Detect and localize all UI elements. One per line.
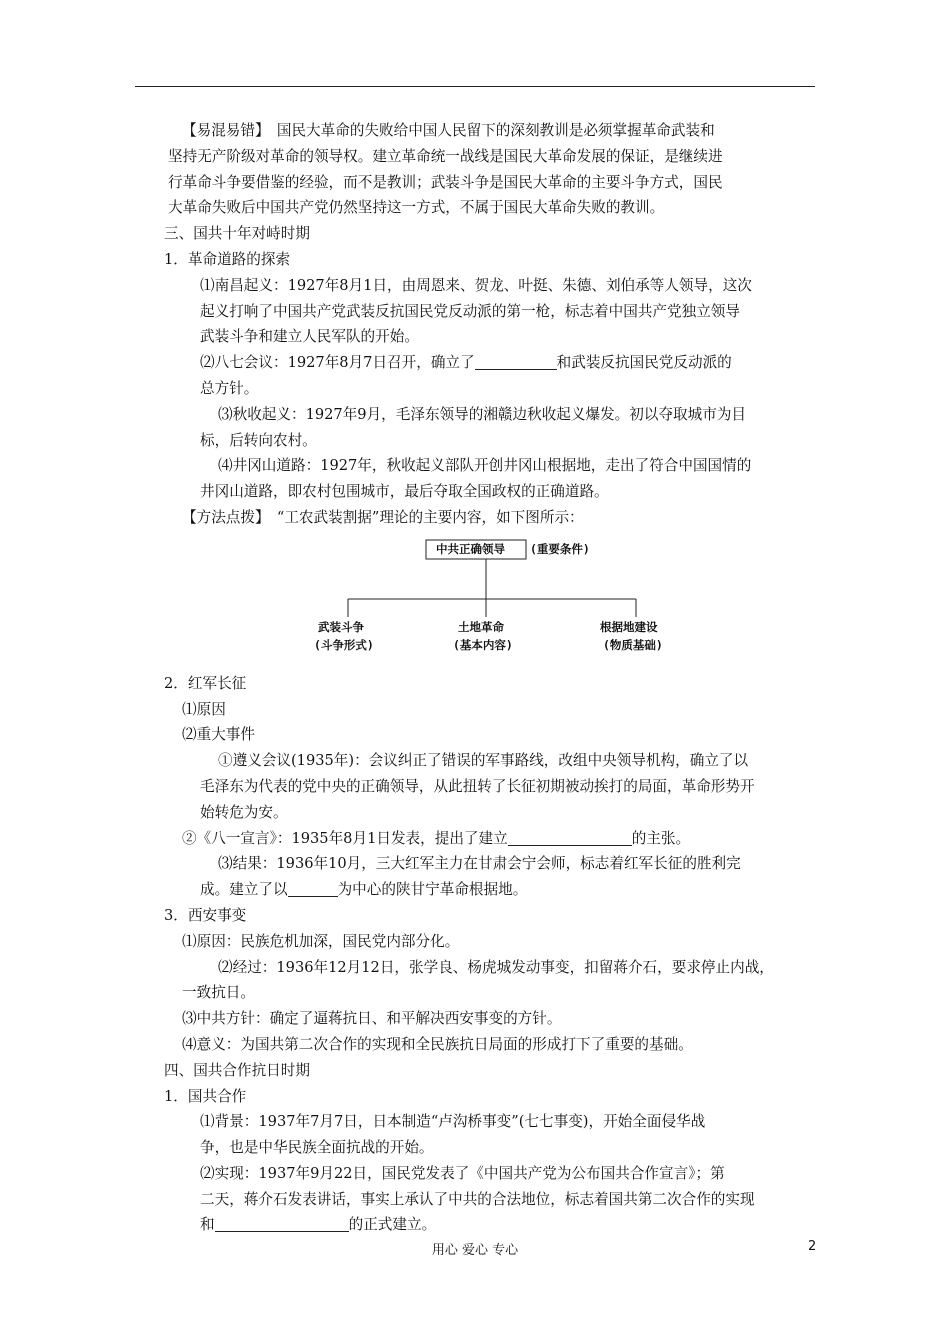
paragraph-line: ⑷意义：为国共第二次合作的实现和全民族抗日局面的形成打下了重要的基础。 bbox=[182, 1035, 693, 1053]
answer-blank[interactable] bbox=[288, 878, 338, 897]
paragraph-line: 争，也是中华民族全面抗战的开始。 bbox=[200, 1139, 434, 1157]
section-heading: 三、国共十年对峙时期 bbox=[164, 225, 310, 243]
paragraph-line: ⑶秋收起义：1927年9月，毛泽东领导的湘赣边秋收起义爆发。初以夺取城市为目 bbox=[218, 405, 747, 423]
text-after-blank: 和武装反抗国民党反动派的 bbox=[556, 354, 732, 372]
diagram-left-note: (斗争形式) bbox=[314, 637, 374, 652]
paragraph-line: ⑴原因：民族危机加深，国民党内部分化。 bbox=[182, 932, 460, 950]
document-body bbox=[164, 118, 828, 1238]
answer-blank[interactable] bbox=[215, 1213, 349, 1232]
paragraph-line: ⑵经过：1936年12月12日，张学良、杨虎城发动事变，扣留蒋介石，要求停止内战， bbox=[218, 958, 774, 976]
paragraph-line: 井冈山道路，即农村包围城市，最后夺取全国政权的正确道路。 bbox=[200, 483, 609, 501]
paragraph-line: 起义打响了中国共产党武装反抗国民党反动派的第一枪，标志着中国共产党独立领导 bbox=[200, 302, 740, 320]
paragraph-line: ⑵重大事件 bbox=[182, 726, 255, 744]
diagram-right-note: (物质基础) bbox=[603, 637, 663, 652]
paragraph-line: 大革命失败后中国共产党仍然坚持这一方式，不属于国民大革命失败的教训。 bbox=[168, 199, 665, 217]
paragraph-line: 标，后转向农村。 bbox=[200, 431, 317, 449]
page-footer: 用心 爱心 专心 bbox=[431, 1243, 519, 1258]
answer-blank[interactable] bbox=[508, 827, 632, 846]
paragraph-line: ⑶结果：1936年10月，三大红军主力在甘肃会宁会师，标志着红军长征的胜利完 bbox=[218, 855, 741, 873]
subsection-heading: 1．革命道路的探索 bbox=[164, 250, 291, 268]
diagram-top-label: 中共正确领导 bbox=[436, 541, 505, 556]
text-before-blank: ⑵八七会议：1927年8月7日召开，确立了 bbox=[200, 354, 475, 372]
paragraph-line: ⑵实现：1937年9月22日，国民党发表了《中国共产党为公布国共合作宣言》；第 bbox=[200, 1164, 725, 1182]
paragraph-line: 武装斗争和建立人民军队的开始。 bbox=[200, 328, 419, 346]
text-before-blank: 和 bbox=[200, 1216, 215, 1234]
diagram-mid-label: 土地革命 bbox=[458, 619, 504, 634]
diagram-top-note: (重要条件) bbox=[530, 541, 590, 556]
paragraph-line: 一致抗日。 bbox=[182, 984, 255, 1002]
fill-in-line bbox=[168, 350, 828, 376]
paragraph-line: ⑷井冈山道路：1927年，秋收起义部队开创井冈山根据地，走出了符合中国国情的 bbox=[218, 457, 752, 475]
text-after-blank: 的正式建立。 bbox=[348, 1216, 437, 1234]
fill-in-line bbox=[168, 877, 828, 903]
paragraph-line: 【易混易错】 国民大革命的失败给中国人民留下的深刻教训是必须掌握革命武装和 bbox=[182, 122, 715, 139]
paragraph-line: ①遵义会议(1935年)：会议纠正了错误的军事路线，改组中央领导机构，确立了以 bbox=[218, 752, 749, 770]
diagram-right-label: 根据地建设 bbox=[600, 619, 658, 634]
paragraph-line: ⑴南昌起义：1927年8月1日，由周恩来、贺龙、叶挺、朱德、刘伯承等人领导，这次 bbox=[200, 276, 752, 294]
method-note: 【方法点拨】 “工农武装割据”理论的主要内容，如下图所示： bbox=[182, 508, 584, 526]
paragraph-line: 坚持无产阶级对革命的领导权。建立革命统一战线是国民大革命发展的保证，是继续进 bbox=[168, 147, 723, 165]
diagram-mid-note: (基本内容) bbox=[453, 637, 513, 652]
text-before-blank: 成。建立了以 bbox=[200, 881, 288, 899]
text-after-blank: 为中心的陕甘宁革命根据地。 bbox=[337, 881, 528, 899]
paragraph-line: 行革命斗争要借鉴的经验，而不是教训；武装斗争是国民大革命的主要斗争方式，国民 bbox=[168, 173, 723, 191]
section-heading: 四、国共合作抗日时期 bbox=[164, 1061, 310, 1079]
text-before-blank: ②《八一宣言》：1935年8月1日发表，提出了建立 bbox=[182, 829, 508, 847]
paragraph-line: 毛泽东为代表的党中央的正确领导，从此扭转了长征初期被动挨打的局面，革命形势开 bbox=[200, 777, 755, 795]
page-number: 2 bbox=[808, 1239, 817, 1254]
paragraph-line: 始转危为安。 bbox=[200, 803, 288, 821]
subsection-heading: 3．西安事变 bbox=[164, 906, 247, 924]
paragraph-line: ⑶中共方针：确定了逼蒋抗日、和平解决西安事变的方针。 bbox=[182, 1010, 562, 1028]
subsection-heading: 2．红军长征 bbox=[164, 674, 247, 692]
paragraph-line: 二天，蒋介石发表讲话，事实上承认了中共的合法地位，标志着国共第二次合作的实现 bbox=[200, 1190, 755, 1208]
fill-in-line bbox=[168, 1212, 828, 1238]
text-after-blank: 的主张。 bbox=[631, 829, 691, 847]
header-rule bbox=[135, 86, 815, 87]
subsection-heading: 1．国共合作 bbox=[164, 1087, 247, 1105]
paragraph-line: ⑴背景：1937年7月7日，日本制造“卢沟桥事变”(七七事变)，开始全面侵华战 bbox=[200, 1113, 706, 1131]
paragraph-line: ⑴原因 bbox=[182, 700, 226, 718]
theory-diagram bbox=[168, 537, 828, 667]
diagram-left-label: 武装斗争 bbox=[318, 619, 364, 634]
paragraph-line: 总方针。 bbox=[200, 379, 259, 397]
fill-in-line bbox=[168, 826, 828, 852]
answer-blank[interactable] bbox=[475, 351, 557, 370]
